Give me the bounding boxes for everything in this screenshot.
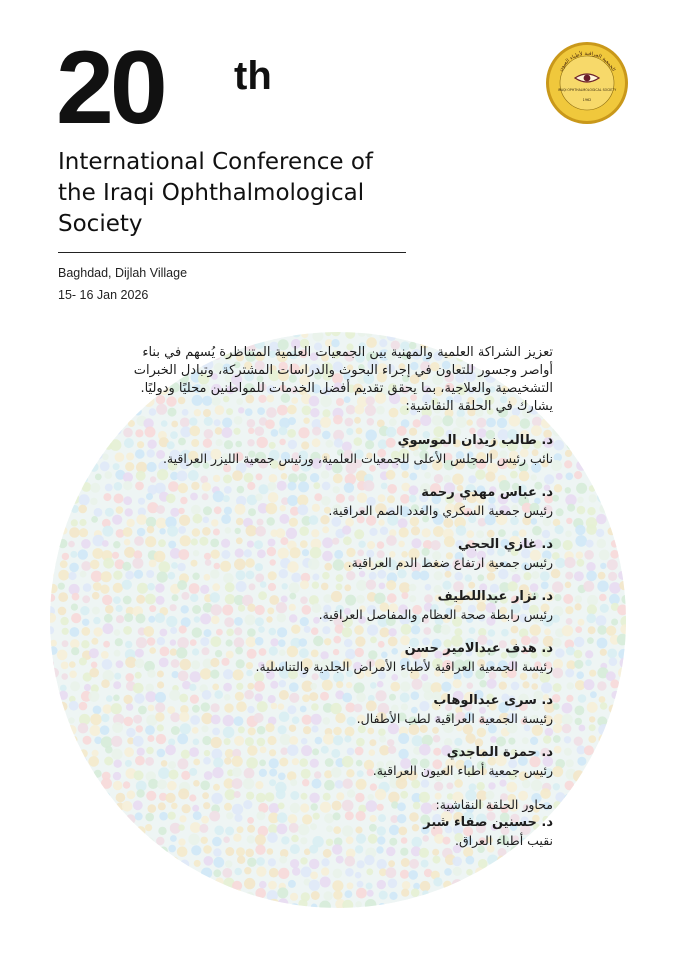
speaker-item bbox=[133, 432, 553, 468]
seal-arabic-text: الجمعية العراقية لأطباء العيون bbox=[557, 50, 617, 73]
edition-heading bbox=[56, 30, 272, 146]
speaker-item bbox=[133, 692, 553, 728]
dates-text: 15- 16 Jan 2026 bbox=[58, 288, 149, 302]
seal-english-text: IRAQI OPHTHALMOLOGICAL SOCIETY bbox=[557, 88, 617, 92]
speaker-name: د. طالب زيدان الموسوي bbox=[397, 433, 553, 448]
edition-suffix: th bbox=[234, 54, 272, 98]
speaker-role: رئيس جمعية ارتفاع ضغط الدم العراقية. bbox=[347, 555, 553, 570]
speaker-role: رئيس جمعية السكري والغدد الصم العراقية. bbox=[328, 503, 553, 518]
panel-text bbox=[133, 344, 553, 850]
speaker-name: د. سرى عبدالوهاب bbox=[433, 693, 553, 708]
speaker-list bbox=[133, 432, 553, 780]
speaker-item bbox=[133, 536, 553, 572]
speaker-name: د. هدف عبدالامير حسن bbox=[404, 641, 553, 656]
conference-title-line: the Iraqi Ophthalmological bbox=[58, 180, 365, 206]
seal-year: 1962 bbox=[582, 98, 592, 102]
speaker-role: رئيس جمعية أطباء العيون العراقية. bbox=[372, 763, 553, 778]
conference-title bbox=[58, 147, 438, 240]
moderator-block bbox=[133, 796, 553, 850]
society-seal-logo bbox=[545, 41, 629, 125]
speaker-name: د. عباس مهدي رحمة bbox=[421, 485, 553, 500]
speaker-role: رئيسة الجمعية العراقية لطب الأطفال. bbox=[356, 711, 553, 726]
speaker-item bbox=[133, 744, 553, 780]
moderator-label: محاور الحلقة النقاشية: bbox=[435, 797, 553, 812]
speaker-name: د. غازي الحجي bbox=[457, 537, 553, 552]
speaker-item bbox=[133, 588, 553, 624]
conference-title-line: International Conference of bbox=[58, 149, 374, 175]
edition-number: 20 bbox=[56, 30, 164, 146]
moderator-name: د. حسنين صفاء شبر bbox=[423, 815, 553, 830]
moderator-role: نقيب أطباء العراق. bbox=[454, 833, 553, 848]
intro-paragraph: تعزيز الشراكة العلمية والمهنية بين الجمعيات العلمية المتناظرة يُسهم في بناء أواصر وجسور للتعاون في إجراء البحوث والدراسات المشتركة، وتبادل الخبرات التشخيصية والعلاجية، بما يحقق تقديم أفضل الخدمات للمواطنين محليًا ودوليًا. bbox=[133, 345, 553, 396]
venue-text: Baghdad, Dijlah Village bbox=[58, 266, 188, 280]
conference-title-line: Society bbox=[58, 211, 143, 237]
speaker-name: د. حمزة الماجدي bbox=[446, 745, 553, 760]
speaker-item bbox=[133, 484, 553, 520]
speaker-item bbox=[133, 640, 553, 676]
speaker-role: رئيس رابطة صحة العظام والمفاصل العراقية. bbox=[318, 607, 553, 622]
speaker-role: نائب رئيس المجلس الأعلى للجمعيات العلمية، ورئيس جمعية الليزر العراقية. bbox=[162, 451, 553, 466]
speaker-role: رئيسة الجمعية العراقية لأطباء الأمراض الجلدية والتناسلية. bbox=[255, 659, 553, 674]
speaker-name: د. نزار عبداللطيف bbox=[437, 589, 553, 604]
panel-lead: يشارك في الحلقة النقاشية: bbox=[405, 399, 553, 414]
header-divider bbox=[58, 252, 406, 253]
